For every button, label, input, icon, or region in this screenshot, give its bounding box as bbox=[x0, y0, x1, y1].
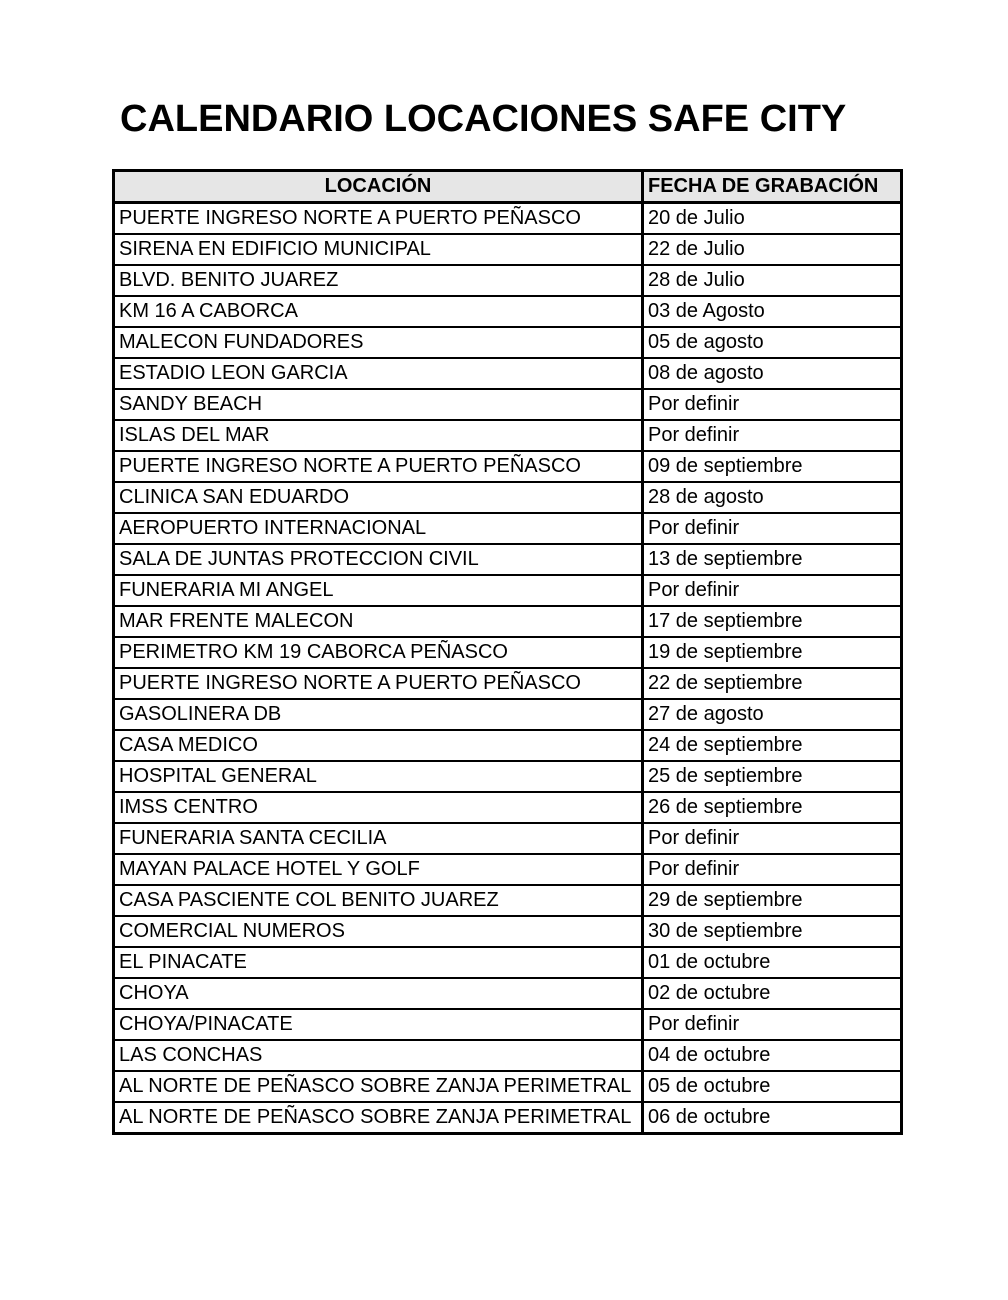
location-cell: CLINICA SAN EDUARDO bbox=[114, 482, 643, 513]
table-row bbox=[114, 327, 902, 358]
table-row bbox=[114, 203, 902, 235]
table-row bbox=[114, 544, 902, 575]
table-row bbox=[114, 699, 902, 730]
table-row bbox=[114, 1102, 902, 1134]
table-row bbox=[114, 1040, 902, 1071]
table-row bbox=[114, 482, 902, 513]
date-cell: 27 de agosto bbox=[643, 699, 902, 730]
date-cell: 08 de agosto bbox=[643, 358, 902, 389]
date-cell: 22 de septiembre bbox=[643, 668, 902, 699]
location-cell: FUNERARIA SANTA CECILIA bbox=[114, 823, 643, 854]
table-row bbox=[114, 885, 902, 916]
table-body bbox=[114, 203, 902, 1134]
locations-table bbox=[112, 169, 903, 1135]
location-cell: PUERTE INGRESO NORTE A PUERTO PEÑASCO bbox=[114, 203, 643, 235]
location-cell: KM 16 A CABORCA bbox=[114, 296, 643, 327]
date-cell: 30 de septiembre bbox=[643, 916, 902, 947]
date-cell: 01 de octubre bbox=[643, 947, 902, 978]
location-cell: CASA PASCIENTE COL BENITO JUAREZ bbox=[114, 885, 643, 916]
table-row bbox=[114, 513, 902, 544]
location-cell: SANDY BEACH bbox=[114, 389, 643, 420]
location-cell: CHOYA bbox=[114, 978, 643, 1009]
table-row bbox=[114, 451, 902, 482]
location-cell: PERIMETRO KM 19 CABORCA PEÑASCO bbox=[114, 637, 643, 668]
location-cell: MAYAN PALACE HOTEL Y GOLF bbox=[114, 854, 643, 885]
date-cell: 05 de agosto bbox=[643, 327, 902, 358]
date-cell: 22 de Julio bbox=[643, 234, 902, 265]
table-row bbox=[114, 1009, 902, 1040]
location-cell: AL NORTE DE PEÑASCO SOBRE ZANJA PERIMETRAL bbox=[114, 1102, 643, 1134]
table-row bbox=[114, 296, 902, 327]
date-cell: 17 de septiembre bbox=[643, 606, 902, 637]
location-cell: MAR FRENTE MALECON bbox=[114, 606, 643, 637]
table-row bbox=[114, 668, 902, 699]
location-cell: PUERTE INGRESO NORTE A PUERTO PEÑASCO bbox=[114, 451, 643, 482]
table-row bbox=[114, 854, 902, 885]
location-cell: COMERCIAL NUMEROS bbox=[114, 916, 643, 947]
date-cell: 06 de octubre bbox=[643, 1102, 902, 1134]
date-cell: Por definir bbox=[643, 513, 902, 544]
location-cell: PUERTE INGRESO NORTE A PUERTO PEÑASCO bbox=[114, 668, 643, 699]
table-row bbox=[114, 730, 902, 761]
table-row bbox=[114, 575, 902, 606]
date-cell: 02 de octubre bbox=[643, 978, 902, 1009]
date-cell: 28 de agosto bbox=[643, 482, 902, 513]
location-cell: IMSS CENTRO bbox=[114, 792, 643, 823]
location-cell: LAS CONCHAS bbox=[114, 1040, 643, 1071]
table-row bbox=[114, 606, 902, 637]
table-row bbox=[114, 761, 902, 792]
date-cell: 19 de septiembre bbox=[643, 637, 902, 668]
date-cell: 05 de octubre bbox=[643, 1071, 902, 1102]
location-cell: AEROPUERTO INTERNACIONAL bbox=[114, 513, 643, 544]
date-cell: Por definir bbox=[643, 1009, 902, 1040]
table-row bbox=[114, 823, 902, 854]
location-cell: HOSPITAL GENERAL bbox=[114, 761, 643, 792]
date-column-header: FECHA DE GRABACIÓN bbox=[643, 171, 902, 203]
date-cell: 29 de septiembre bbox=[643, 885, 902, 916]
date-cell: 04 de octubre bbox=[643, 1040, 902, 1071]
table-row bbox=[114, 637, 902, 668]
table-row bbox=[114, 947, 902, 978]
table-row bbox=[114, 978, 902, 1009]
date-cell: 28 de Julio bbox=[643, 265, 902, 296]
table-row bbox=[114, 234, 902, 265]
date-cell: 26 de septiembre bbox=[643, 792, 902, 823]
table-row bbox=[114, 916, 902, 947]
date-cell: Por definir bbox=[643, 389, 902, 420]
date-cell: 20 de Julio bbox=[643, 203, 902, 235]
location-cell: MALECON FUNDADORES bbox=[114, 327, 643, 358]
table-row bbox=[114, 265, 902, 296]
location-cell: ISLAS DEL MAR bbox=[114, 420, 643, 451]
date-cell: 25 de septiembre bbox=[643, 761, 902, 792]
location-cell: SIRENA EN EDIFICIO MUNICIPAL bbox=[114, 234, 643, 265]
table-row bbox=[114, 420, 902, 451]
table-row bbox=[114, 792, 902, 823]
date-cell: 13 de septiembre bbox=[643, 544, 902, 575]
location-cell: CASA MEDICO bbox=[114, 730, 643, 761]
location-cell: ESTADIO LEON GARCIA bbox=[114, 358, 643, 389]
location-cell: SALA DE JUNTAS PROTECCION CIVIL bbox=[114, 544, 643, 575]
location-column-header: LOCACIÓN bbox=[114, 171, 643, 203]
date-cell: 09 de septiembre bbox=[643, 451, 902, 482]
location-cell: BLVD. BENITO JUAREZ bbox=[114, 265, 643, 296]
date-cell: Por definir bbox=[643, 420, 902, 451]
location-cell: AL NORTE DE PEÑASCO SOBRE ZANJA PERIMETRAL bbox=[114, 1071, 643, 1102]
table-row bbox=[114, 1071, 902, 1102]
table-header-row bbox=[114, 171, 902, 203]
date-cell: Por definir bbox=[643, 854, 902, 885]
location-cell: FUNERARIA MI ANGEL bbox=[114, 575, 643, 606]
table-row bbox=[114, 358, 902, 389]
date-cell: 24 de septiembre bbox=[643, 730, 902, 761]
location-cell: EL PINACATE bbox=[114, 947, 643, 978]
date-cell: Por definir bbox=[643, 823, 902, 854]
date-cell: 03 de Agosto bbox=[643, 296, 902, 327]
table-row bbox=[114, 389, 902, 420]
location-cell: CHOYA/PINACATE bbox=[114, 1009, 643, 1040]
date-cell: Por definir bbox=[643, 575, 902, 606]
page-title: CALENDARIO LOCACIONES SAFE CITY bbox=[120, 98, 847, 140]
location-cell: GASOLINERA DB bbox=[114, 699, 643, 730]
